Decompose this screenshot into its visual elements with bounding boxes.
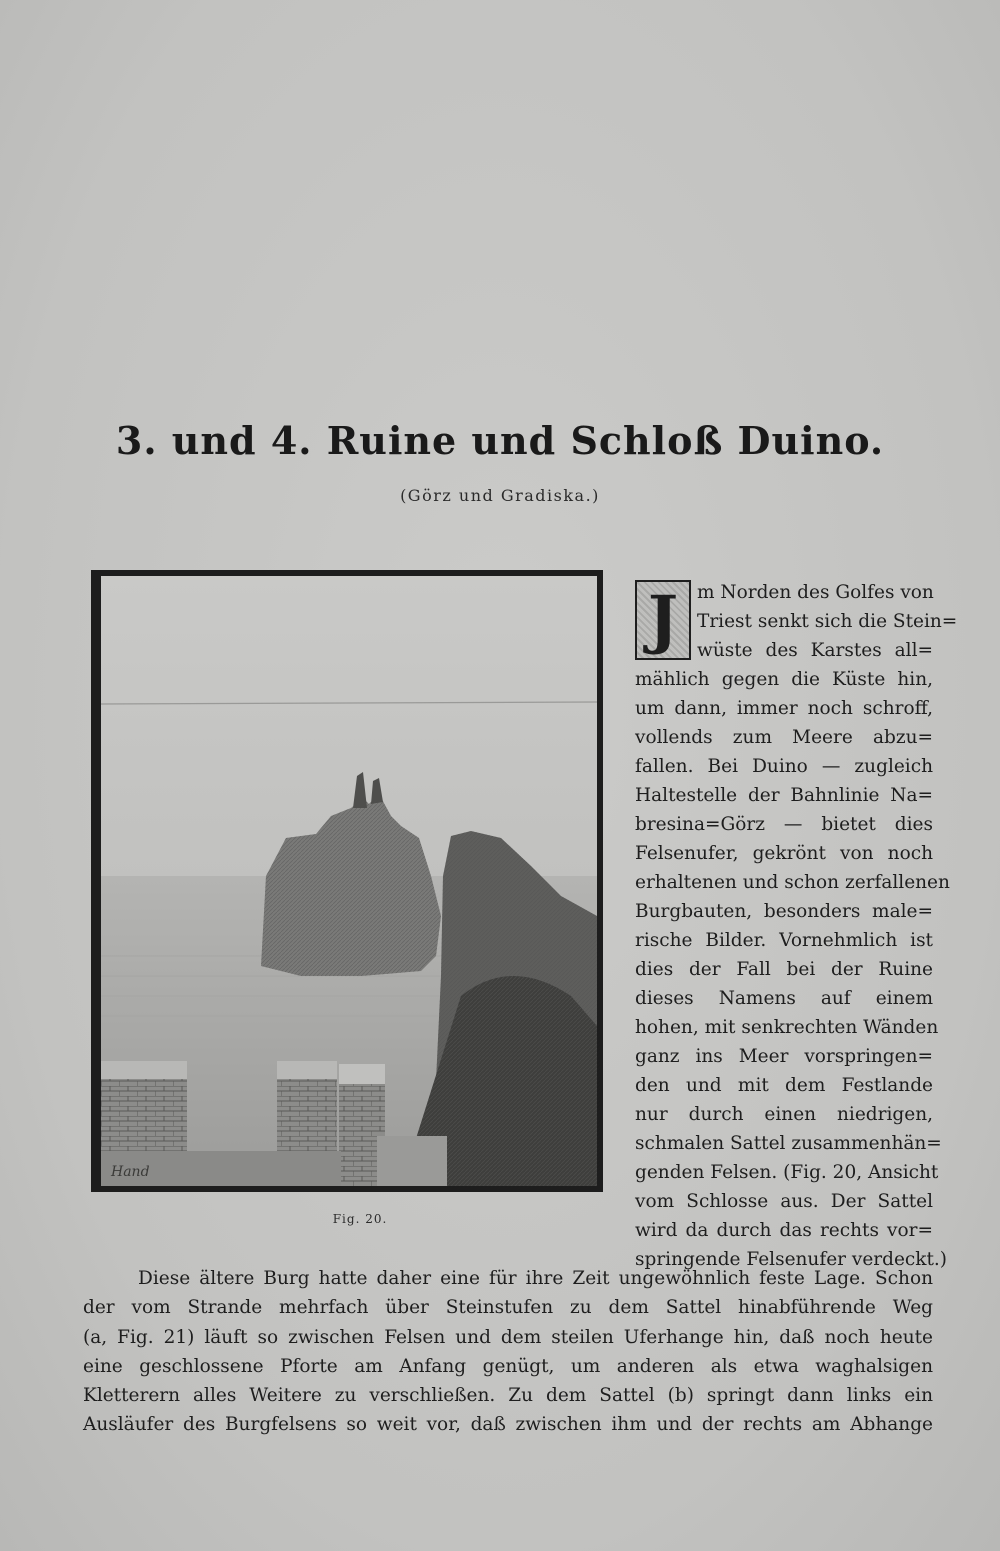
text-line: (a, Fig. 21) läuft so zwischen Felsen und dem steilen Uferhange hin, daß noch heute [83, 1326, 933, 1348]
artist-signature: Hand [111, 1164, 150, 1180]
text-line: Triest senkt sich die Stein= [697, 611, 958, 632]
side-column-text [635, 578, 958, 1274]
text-line: eine geschlossene Pforte am Anfang genügt, um anderen als etwa waghalsigen [83, 1355, 933, 1377]
text-line: Haltestelle der Bahnlinie Na= [635, 785, 933, 806]
page-subtitle: (Görz und Gradiska.) [400, 486, 600, 505]
body-text [83, 1264, 933, 1440]
engraving-duino-ruin [101, 576, 597, 1186]
text-line: springende Felsenufer verdeckt.) [635, 1249, 948, 1270]
text-line: den und mit dem Festlande [635, 1075, 933, 1096]
figure-illustration [91, 570, 603, 1192]
drop-cap-initial: J [635, 580, 691, 660]
text-line: hohen, mit senkrechten Wänden [635, 1017, 939, 1038]
text-line: fallen. Bei Duino — zugleich [635, 756, 933, 777]
page-title: 3. und 4. Ruine und Schloß Duino. [115, 418, 885, 463]
text-line: ganz ins Meer vorspringen= [635, 1046, 933, 1067]
text-line: nur durch einen niedrigen, [635, 1104, 933, 1125]
text-line: genden Felsen. (Fig. 20, Ansicht [635, 1162, 939, 1183]
text-line: Burgbauten, besonders male= [635, 901, 933, 922]
text-line: dies der Fall bei der Ruine [635, 959, 933, 980]
text-line: um dann, immer noch schroff, [635, 698, 933, 719]
text-line: vollends zum Meere abzu= [635, 727, 933, 748]
text-line: Felsenufer, gekrönt von noch [635, 843, 933, 864]
text-line: wüste des Karstes all= [697, 640, 933, 661]
text-line: Diese ältere Burg hatte daher eine für ihre Zeit ungewöhnlich feste Lage. Schon [138, 1268, 933, 1289]
text-line: Ausläufer des Burgfelsens so weit vor, daß zwischen ihm und der rechts am Abhange [83, 1414, 933, 1436]
text-line: rische Bilder. Vornehmlich ist [635, 930, 933, 951]
text-line: der vom Strande mehrfach über Steinstufen zu dem Sattel hinabführende Weg [83, 1297, 933, 1319]
text-line: Kletterern alles Weitere zu verschließen. Zu dem Sattel (b) springt dann links ein [83, 1385, 933, 1407]
text-line: erhaltenen und schon zerfallenen [635, 872, 950, 893]
text-line: m Norden des Golfes von [697, 582, 934, 603]
text-line: mählich gegen die Küste hin, [635, 669, 933, 690]
text-line: schmalen Sattel zusammenhän= [635, 1133, 942, 1154]
text-line: dieses Namens auf einem [635, 988, 933, 1009]
text-line: wird da durch das rechts vor= [635, 1220, 933, 1241]
text-line: bresina=Görz — bietet dies [635, 814, 933, 835]
text-line: vom Schlosse aus. Der Sattel [635, 1191, 933, 1212]
figure-caption: Fig. 20. [332, 1212, 388, 1226]
parapet-ledge [377, 1136, 447, 1186]
